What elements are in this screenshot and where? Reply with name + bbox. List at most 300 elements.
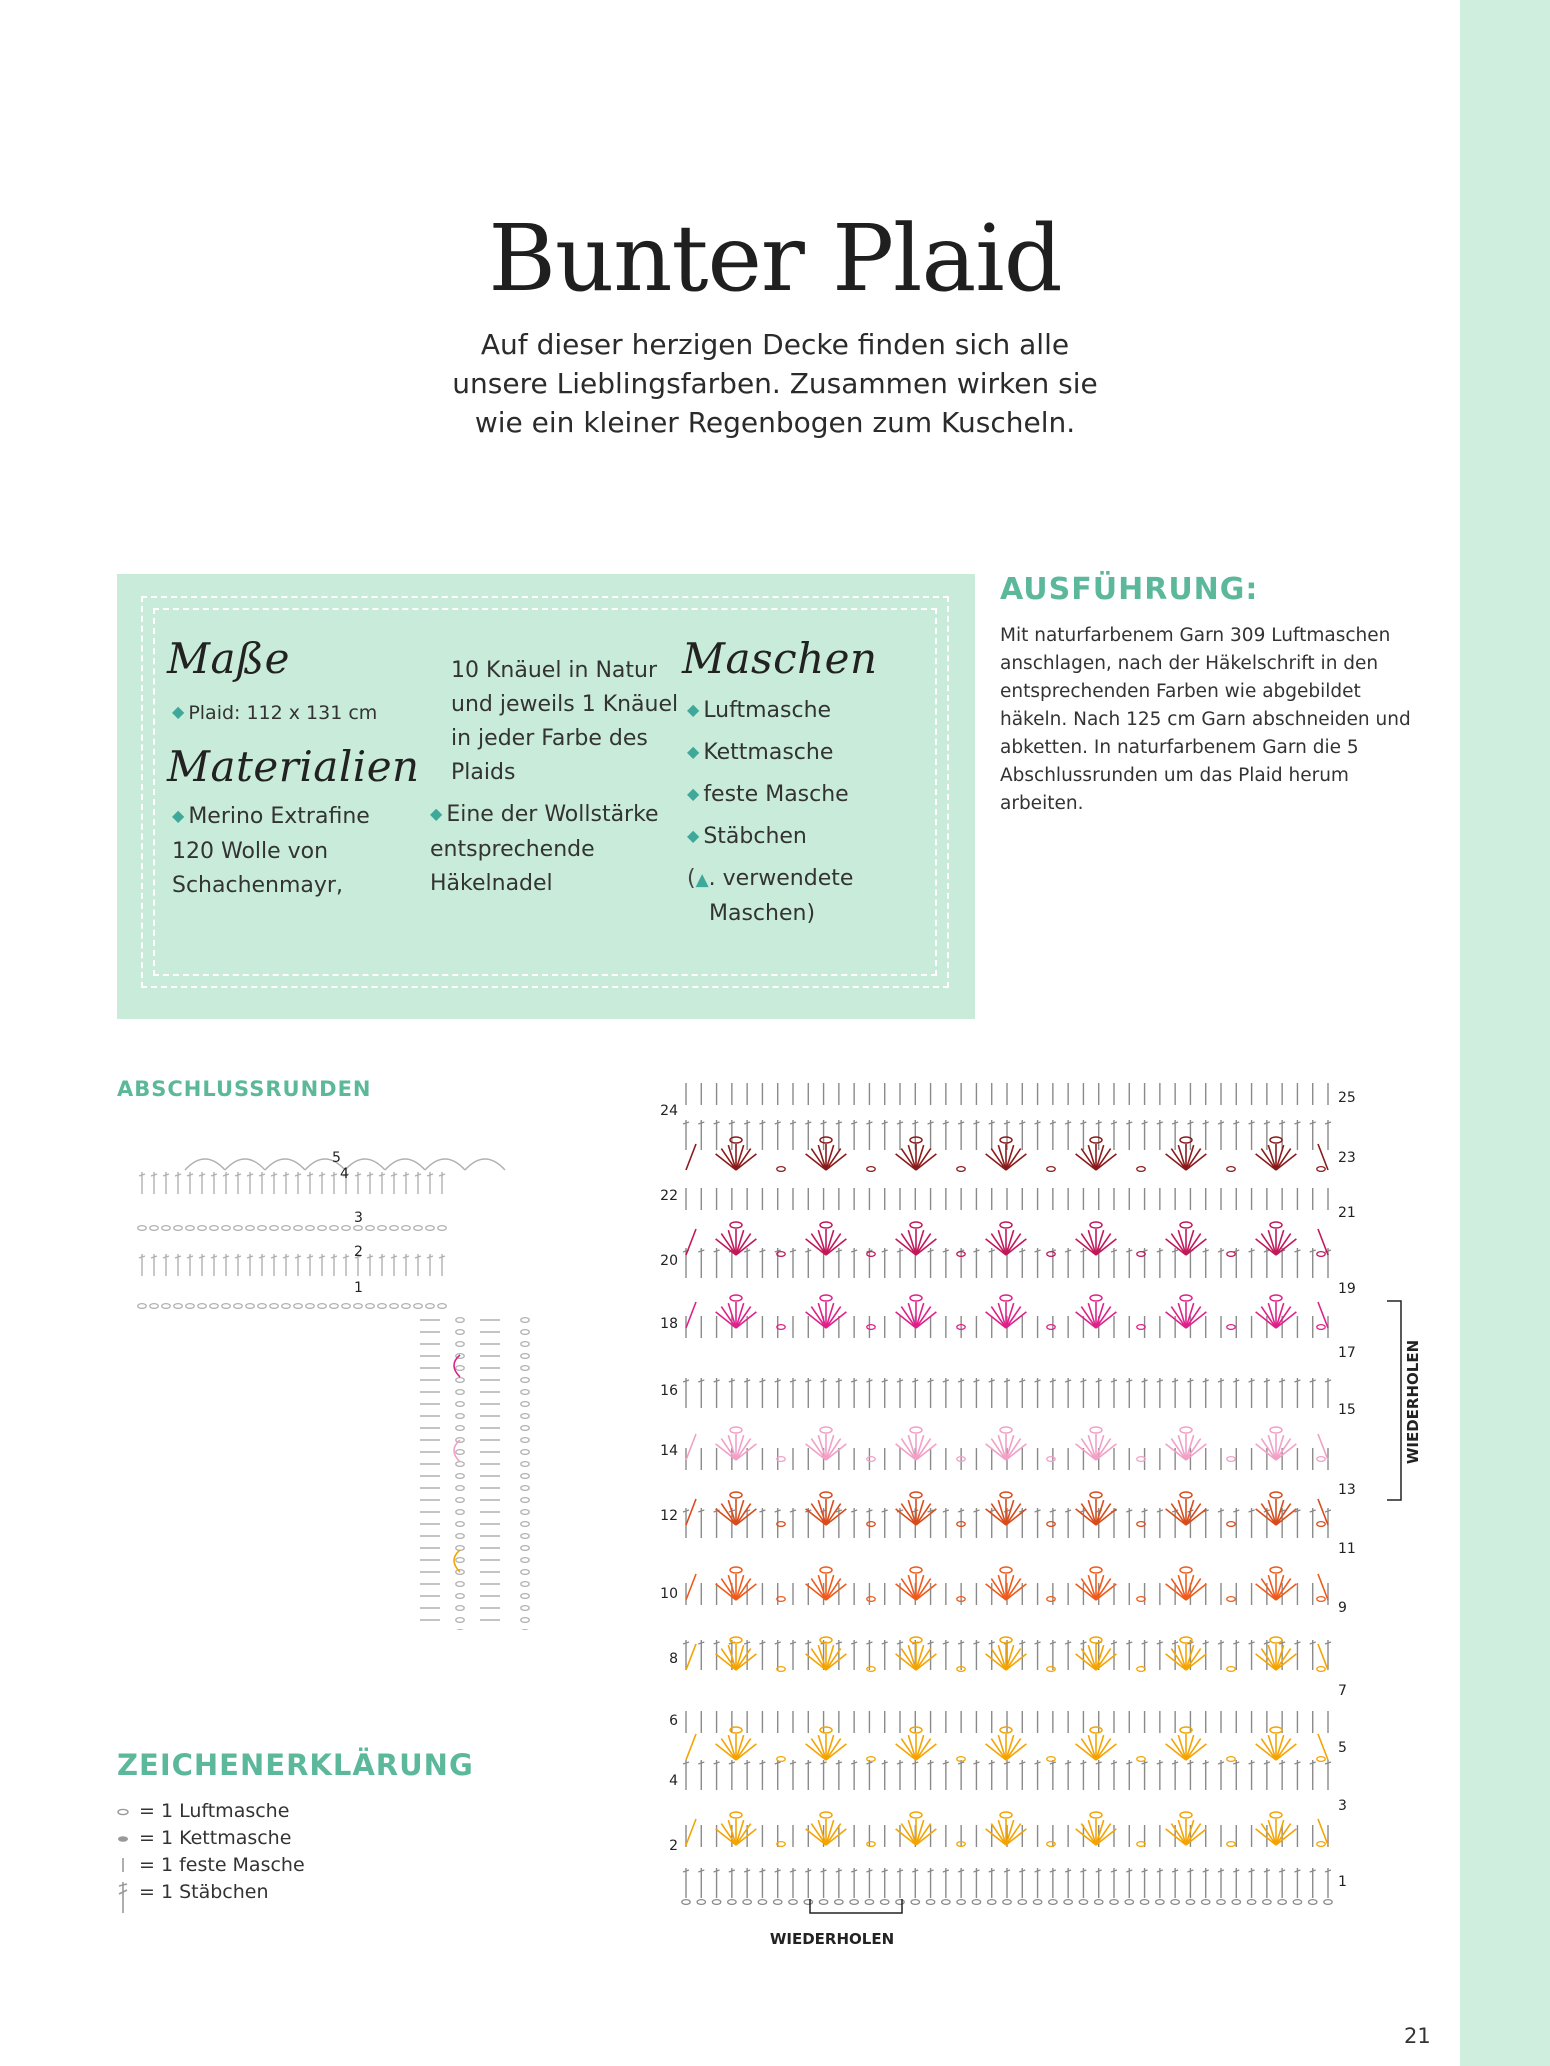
staebchen-crossbar [683, 1642, 689, 1644]
shell-chain [1180, 1567, 1192, 1573]
luftmasche-stitch [456, 1390, 464, 1395]
shell-chain [1270, 1812, 1282, 1818]
luftmasche-stitch [1317, 1597, 1325, 1602]
staebchen-crossbar [343, 1256, 349, 1258]
luftmasche-stitch [246, 1226, 254, 1231]
staebchen-crossbar [1233, 1642, 1239, 1644]
luftmasche-stitch [1232, 1900, 1240, 1905]
shell-chain [1180, 1427, 1192, 1433]
materialien-item: ◆ Merino Extrafine 120 Wolle von Schachenmayr, [172, 804, 370, 898]
diamond-icon: ◆ [687, 826, 700, 845]
legend-heading: ZEICHENERKLÄRUNG [117, 1748, 474, 1782]
arc-stitch [425, 1159, 465, 1170]
staebchen-crossbar [912, 1380, 918, 1382]
luftmasche-stitch [456, 1582, 464, 1587]
luftmasche-stitch [835, 1900, 843, 1905]
staebchen-crossbar [1035, 1510, 1041, 1512]
staebchen-crossbar [1126, 1762, 1132, 1764]
shell-chain [1090, 1567, 1102, 1573]
staebchen-crossbar [958, 1642, 964, 1644]
staebchen-crossbar [403, 1174, 409, 1176]
staebchen-crossbar [187, 1256, 193, 1258]
staebchen-crossbar [821, 1122, 827, 1124]
staebchen-crossbar [775, 1122, 781, 1124]
luftmasche-stitch [1018, 1900, 1026, 1905]
masse-item: ◆ Plaid: 112 x 131 cm [172, 702, 378, 724]
staebchen-crossbar [1080, 1380, 1086, 1382]
staebchen-crossbar [1233, 1122, 1239, 1124]
staebchen-crossbar [247, 1256, 253, 1258]
shell-chain [910, 1812, 922, 1818]
luftmasche-stitch [282, 1226, 290, 1231]
shell-chain [1090, 1137, 1102, 1143]
staebchen-crossbar [943, 1250, 949, 1252]
luftmasche-stitch [150, 1304, 158, 1309]
staebchen-crossbar [775, 1762, 781, 1764]
staebchen-crossbar [866, 1762, 872, 1764]
shell-chain [820, 1727, 832, 1733]
staebchen-crossbar [714, 1870, 720, 1872]
shell-chain [730, 1567, 742, 1573]
staebchen-crossbar [1111, 1642, 1117, 1644]
staebchen-crossbar [1310, 1870, 1316, 1872]
row-label: 10 [660, 1586, 678, 1602]
luftmasche-stitch [867, 1757, 875, 1762]
shell-chain [1090, 1727, 1102, 1733]
maschen-heading: Maschen [682, 634, 878, 683]
shell-chain [1090, 1222, 1102, 1228]
arc-stitch [225, 1159, 265, 1170]
staebchen-crossbar [439, 1174, 445, 1176]
staebchen-crossbar [928, 1380, 934, 1382]
triangle-icon: ▲ [695, 870, 709, 890]
luftmasche-stitch [777, 1757, 785, 1762]
kettmasche-symbol-icon [117, 1825, 135, 1852]
staebchen-crossbar [698, 1642, 704, 1644]
staebchen-crossbar [1111, 1250, 1117, 1252]
staebchen-crossbar [1065, 1762, 1071, 1764]
color-stitch [454, 1440, 460, 1462]
luftmasche-stitch [198, 1226, 206, 1231]
staebchen-crossbar [759, 1250, 765, 1252]
page-title: Bunter Plaid [488, 205, 1062, 312]
staebchen-crossbar [866, 1642, 872, 1644]
shell-chain [1270, 1637, 1282, 1643]
luftmasche-stitch [521, 1414, 529, 1419]
diamond-icon: ◆ [687, 742, 700, 761]
staebchen-crossbar [1035, 1870, 1041, 1872]
luftmasche-stitch [1227, 1842, 1235, 1847]
shell-chain [1270, 1295, 1282, 1301]
luftmasche-stitch [1047, 1522, 1055, 1527]
intro-text: Auf dieser herzigen Decke finden sich alle unsere Lieblingsfarben. Zusammen wirken sie wie ein kleiner Regenbogen zum Kuscheln. [452, 328, 1098, 439]
staebchen-crossbar [1019, 1870, 1025, 1872]
luftmasche-stitch [521, 1486, 529, 1491]
staebchen-crossbar [1050, 1870, 1056, 1872]
staebchen-crossbar [1019, 1250, 1025, 1252]
luftmasche-stitch [1227, 1667, 1235, 1672]
staebchen-crossbar [714, 1762, 720, 1764]
staebchen-crossbar [759, 1510, 765, 1512]
diamond-icon: ◆ [430, 804, 443, 823]
shell-chain [1090, 1492, 1102, 1498]
staebchen-crossbar [958, 1870, 964, 1872]
luftmasche-stitch [521, 1618, 529, 1623]
luftmasche-stitch [456, 1378, 464, 1383]
luftmasche-stitch [1049, 1900, 1057, 1905]
luftmasche-stitch [438, 1226, 446, 1231]
shell-chain [820, 1295, 832, 1301]
staebchen-crossbar [391, 1256, 397, 1258]
shell-chain [730, 1295, 742, 1301]
staebchen-crossbar [1172, 1642, 1178, 1644]
staebchen-crossbar [866, 1870, 872, 1872]
luftmasche-stitch [1293, 1900, 1301, 1905]
staebchen-crossbar [1249, 1762, 1255, 1764]
shell-chain [1000, 1637, 1012, 1643]
staebchen-crossbar [759, 1122, 765, 1124]
row-label: 18 [660, 1316, 678, 1332]
luftmasche-stitch [456, 1366, 464, 1371]
luftmasche-stitch [521, 1606, 529, 1611]
staebchen-crossbar [882, 1250, 888, 1252]
row-label: 24 [660, 1103, 678, 1119]
staebchen-crossbar [1233, 1870, 1239, 1872]
staebchen-crossbar [973, 1122, 979, 1124]
staebchen-crossbar [744, 1762, 750, 1764]
luftmasche-stitch [521, 1474, 529, 1479]
staebchen-crossbar [1203, 1762, 1209, 1764]
luftmasche-stitch [697, 1900, 705, 1905]
staebchen-crossbar [1203, 1870, 1209, 1872]
luftmasche-stitch [456, 1606, 464, 1611]
staebchen-crossbar [1310, 1762, 1316, 1764]
staebchen-crossbar [790, 1870, 796, 1872]
staebchen-crossbar [1249, 1380, 1255, 1382]
staebchen-crossbar [805, 1122, 811, 1124]
shell-chain [1270, 1222, 1282, 1228]
staebchen-crossbar [897, 1642, 903, 1644]
luftmasche-stitch [521, 1390, 529, 1395]
luftmasche-stitch [198, 1304, 206, 1309]
color-stitch [454, 1550, 460, 1572]
luftmasche-stitch [867, 1667, 875, 1672]
staebchen-crossbar [223, 1256, 229, 1258]
staebchen-crossbar [943, 1122, 949, 1124]
luftmasche-stitch [867, 1167, 875, 1172]
luftmasche-stitch [1227, 1757, 1235, 1762]
staebchen-crossbar [759, 1870, 765, 1872]
shell-chain [1270, 1427, 1282, 1433]
staebchen-crossbar [958, 1380, 964, 1382]
staebchen-crossbar [744, 1642, 750, 1644]
luftmasche-stitch [342, 1304, 350, 1309]
staebchen-crossbar [199, 1256, 205, 1258]
luftmasche-stitch [1317, 1757, 1325, 1762]
luftmasche-stitch [342, 1226, 350, 1231]
shell-chain [910, 1222, 922, 1228]
staebchen-crossbar [355, 1174, 361, 1176]
shell-chain [820, 1137, 832, 1143]
luftmasche-stitch [1324, 1900, 1332, 1905]
staebchen-crossbar [775, 1510, 781, 1512]
shell-edge [686, 1434, 696, 1460]
legend [117, 1798, 305, 1906]
staebchen-crossbar [1279, 1380, 1285, 1382]
shell-edge [686, 1574, 696, 1600]
row-label: 7 [1338, 1683, 1347, 1699]
luftmasche-stitch [988, 1900, 996, 1905]
luftmasche-stitch [819, 1900, 827, 1905]
staebchen-crossbar [283, 1174, 289, 1176]
row-label: 2 [669, 1838, 678, 1854]
luftmasche-stitch [456, 1414, 464, 1419]
staebchen-crossbar [1187, 1380, 1193, 1382]
staebchen-crossbar [319, 1256, 325, 1258]
staebchen-crossbar [912, 1122, 918, 1124]
staebchen-crossbar [729, 1122, 735, 1124]
staebchen-crossbar [223, 1174, 229, 1176]
staebchen-crossbar [683, 1380, 689, 1382]
staebchen-crossbar [1294, 1762, 1300, 1764]
staebchen-crossbar [790, 1380, 796, 1382]
luftmasche-stitch [743, 1900, 751, 1905]
luftmasche-stitch [270, 1304, 278, 1309]
shell-chain [1270, 1137, 1282, 1143]
luftmasche-stitch [456, 1426, 464, 1431]
row-label: 9 [1338, 1600, 1347, 1616]
staebchen-crossbar [211, 1256, 217, 1258]
staebchen-crossbar [698, 1762, 704, 1764]
luftmasche-stitch [1227, 1325, 1235, 1330]
luftmasche-stitch [162, 1226, 170, 1231]
staebchen-crossbar [1264, 1122, 1270, 1124]
staebchen-crossbar [759, 1762, 765, 1764]
staebchen-crossbar [1004, 1380, 1010, 1382]
staebchen-crossbar [235, 1174, 241, 1176]
shell-chain [1180, 1295, 1192, 1301]
shell-chain [1000, 1492, 1012, 1498]
staebchen-crossbar [1310, 1122, 1316, 1124]
row-label: 3 [1338, 1798, 1347, 1814]
staebchen-crossbar [989, 1762, 995, 1764]
legend-item: = 1 feste Masche [117, 1852, 305, 1879]
luftmasche-stitch [456, 1594, 464, 1599]
staebchen-crossbar [151, 1256, 157, 1258]
row-label: 17 [1338, 1345, 1356, 1361]
luftmasche-stitch [456, 1534, 464, 1539]
staebchen-crossbar [1004, 1762, 1010, 1764]
luftmasche-stitch [306, 1304, 314, 1309]
luftmasche-stitch [222, 1304, 230, 1309]
diamond-icon: ◆ [687, 784, 700, 803]
luftmasche-stitch [1317, 1167, 1325, 1172]
staebchen-crossbar [1218, 1642, 1224, 1644]
legend-item: = 1 Stäbchen [117, 1879, 305, 1906]
luftmasche-stitch [438, 1304, 446, 1309]
luftmasche-stitch [282, 1304, 290, 1309]
staebchen-crossbar [744, 1870, 750, 1872]
staebchen-crossbar [1126, 1122, 1132, 1124]
staebchen-crossbar [775, 1380, 781, 1382]
luftmasche-stitch [1047, 1167, 1055, 1172]
luftmasche-stitch [234, 1226, 242, 1231]
luftmasche-stitch [1227, 1167, 1235, 1172]
luftmasche-stitch [366, 1304, 374, 1309]
staebchen-crossbar [139, 1174, 145, 1176]
arc-stitch [465, 1159, 505, 1170]
staebchen-crossbar [821, 1762, 827, 1764]
staebchen-crossbar [882, 1510, 888, 1512]
luftmasche-stitch [758, 1900, 766, 1905]
staebchen-crossbar [928, 1762, 934, 1764]
luftmasche-stitch [1047, 1842, 1055, 1847]
staebchen-crossbar [928, 1122, 934, 1124]
staebchen-crossbar [1065, 1380, 1071, 1382]
staebchen-crossbar [683, 1122, 689, 1124]
shell-chain [730, 1427, 742, 1433]
staebchen-crossbar [1233, 1510, 1239, 1512]
luftmasche-stitch [138, 1304, 146, 1309]
luftmasche-stitch [426, 1226, 434, 1231]
staebchen-crossbar [1264, 1642, 1270, 1644]
shell-chain [1270, 1492, 1282, 1498]
staebchen-crossbar [259, 1174, 265, 1176]
staebchen-crossbar [714, 1122, 720, 1124]
staebchen-crossbar [882, 1380, 888, 1382]
staebchen-crossbar [698, 1380, 704, 1382]
luftmasche-stitch [246, 1304, 254, 1309]
shell-chain [910, 1492, 922, 1498]
luftmasche-stitch [1227, 1252, 1235, 1257]
shell-chain [1000, 1295, 1012, 1301]
info-box [117, 574, 975, 1019]
staebchen-crossbar [744, 1380, 750, 1382]
luftmasche-stitch [789, 1900, 797, 1905]
staebchen-crossbar [973, 1510, 979, 1512]
staebchen-crossbar [836, 1762, 842, 1764]
luftmasche-stitch [414, 1304, 422, 1309]
staebchen-crossbar [1050, 1380, 1056, 1382]
luftmasche-stitch [1064, 1900, 1072, 1905]
parenthesis-icon: ( [687, 866, 696, 891]
row-label: 2 [354, 1244, 363, 1260]
row-label: 4 [669, 1773, 678, 1789]
shell-edge [686, 1499, 696, 1525]
staebchen-crossbar [775, 1870, 781, 1872]
staebchen-crossbar [836, 1380, 842, 1382]
luftmasche-stitch [1317, 1457, 1325, 1462]
staebchen-crossbar [1187, 1870, 1193, 1872]
staebchen-crossbar [1249, 1870, 1255, 1872]
luftmasche-stitch [881, 1900, 889, 1905]
luftmasche-stitch [456, 1546, 464, 1551]
luftmasche-stitch [378, 1304, 386, 1309]
staebchen-crossbar [247, 1174, 253, 1176]
staebchen-crossbar [683, 1870, 689, 1872]
staebchen-crossbar [1218, 1380, 1224, 1382]
staebchen-crossbar [943, 1762, 949, 1764]
staebchen-crossbar [1279, 1122, 1285, 1124]
staebchen-crossbar [1279, 1762, 1285, 1764]
luftmasche-stitch [1317, 1522, 1325, 1527]
arc-stitch [385, 1159, 425, 1170]
luftmasche-stitch [1156, 1900, 1164, 1905]
staebchen-crossbar [882, 1762, 888, 1764]
luftmasche-stitch [1227, 1597, 1235, 1602]
staebchen-crossbar [958, 1122, 964, 1124]
staebchen-crossbar [836, 1870, 842, 1872]
staebchen-crossbar [1172, 1250, 1178, 1252]
staebchen-crossbar [1187, 1762, 1193, 1764]
staebchen-crossbar [836, 1642, 842, 1644]
shell-chain [820, 1427, 832, 1433]
staebchen-crossbar [199, 1174, 205, 1176]
staebchen-crossbar [1249, 1122, 1255, 1124]
staebchen-crossbar [1035, 1250, 1041, 1252]
shell-chain [1270, 1727, 1282, 1733]
staebchen-crossbar [1294, 1870, 1300, 1872]
repeat-label-vertical: WIEDERHOLEN [1404, 1339, 1422, 1465]
staebchen-crossbar [1310, 1642, 1316, 1644]
luftmasche-stitch [402, 1226, 410, 1231]
staebchen-crossbar [851, 1380, 857, 1382]
staebchen-crossbar [943, 1510, 949, 1512]
staebchen-crossbar [163, 1256, 169, 1258]
staebchen-crossbar [790, 1122, 796, 1124]
luftmasche-stitch [1125, 1900, 1133, 1905]
luftmasche-stitch [728, 1900, 736, 1905]
luftmasche-stitch [456, 1318, 464, 1323]
luftmasche-stitch [162, 1304, 170, 1309]
luftmasche-stitch [210, 1226, 218, 1231]
staebchen-crossbar [897, 1380, 903, 1382]
staebchen-crossbar [1157, 1762, 1163, 1764]
shell-chain [910, 1295, 922, 1301]
staebchen-crossbar [897, 1762, 903, 1764]
staebchen-crossbar [1294, 1122, 1300, 1124]
staebchen-crossbar [1065, 1122, 1071, 1124]
staebchen-crossbar [1187, 1122, 1193, 1124]
staebchen-crossbar [427, 1174, 433, 1176]
row-label: 14 [660, 1443, 678, 1459]
staebchen-crossbar [866, 1380, 872, 1382]
luftmasche-stitch [521, 1450, 529, 1455]
staebchen-crossbar [1203, 1250, 1209, 1252]
staebchen-crossbar [805, 1870, 811, 1872]
staebchen-symbol-icon [117, 1879, 135, 1915]
luftmasche-stitch [354, 1226, 362, 1231]
maschen-note: (▲. verwendete Maschen) [687, 866, 854, 926]
luftmasche-stitch [294, 1304, 302, 1309]
staebchen-crossbar [989, 1122, 995, 1124]
diamond-icon: ◆ [687, 700, 700, 719]
staebchen-crossbar [729, 1380, 735, 1382]
luftmasche-stitch [186, 1304, 194, 1309]
staebchen-crossbar [187, 1174, 193, 1176]
staebchen-crossbar [151, 1174, 157, 1176]
staebchen-crossbar [1249, 1250, 1255, 1252]
staebchen-crossbar [836, 1122, 842, 1124]
staebchen-crossbar [1157, 1510, 1163, 1512]
staebchen-crossbar [943, 1870, 949, 1872]
page-number: 21 [1404, 2024, 1431, 2048]
luftmasche-stitch [402, 1304, 410, 1309]
staebchen-crossbar [714, 1380, 720, 1382]
staebchen-crossbar [989, 1870, 995, 1872]
staebchen-crossbar [1019, 1380, 1025, 1382]
luftmasche-stitch [1095, 1900, 1103, 1905]
